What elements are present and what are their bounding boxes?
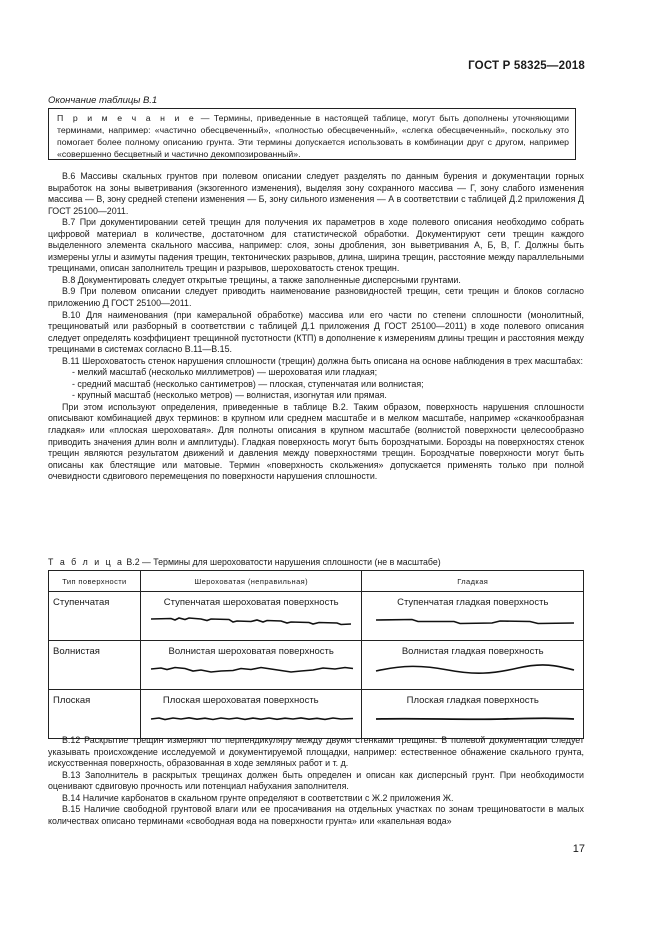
body-text	[48, 171, 584, 483]
table-row	[49, 592, 584, 641]
paragraph-b15: В.15 Наличие свободной грунтовой влаги или ее просачивания на отдельных участках по зонам трещиноватости в малых количествах описано терминами «свободная вода на поверхности грунта» или «капельная вода»	[48, 804, 584, 826]
paragraph-b11: В.11 Шероховатость стенок нарушения сплошности (трещин) должна быть описана на основе наблюдения в трех масштабах:	[62, 355, 583, 366]
header-rough: Шероховатая (неправильная)	[140, 571, 362, 592]
row-type: Ступенчатая	[49, 592, 141, 641]
paragraph-definitions: При этом используют определения, приведенные в таблице В.2. Таким образом, поверхность нарушения сплошности описывают комбинацией двух терминов: в крупном или среднем масштабе и в мелком масштабе, например «скачкообразная гладкая» или «плоская шероховатая». Для полноты описания в крупном масштабе (волнистой поверхности целесообразно приводить значения длин волн и амплитуды). Гладкая поверхность могут быть бороздчатыми. Борозды на поверхностях стенок трещин являются результатом движений и давления между поверхностями трещин. Бороздчатые поверхности могут быть описаны как блестящие или матовые. Термин «поверхность скольжения» допускается применять только при полной очевидности сдвигового перемещения по поверхности нарушения сплошности.	[48, 401, 584, 482]
planar-smooth-profile-icon	[362, 711, 584, 729]
cell-label: Ступенчатая гладкая поверхность	[397, 597, 549, 608]
page-number: 17	[572, 843, 585, 855]
cell-label: Плоская шероховатая поверхность	[162, 695, 319, 706]
cell-label: Волнистая шероховатая поверхность	[168, 646, 334, 657]
table-title: В.2 — Термины для шероховатости нарушения сплошности (не в масштабе)	[123, 557, 441, 567]
stepped-smooth-profile-icon	[362, 613, 584, 631]
body-text-end	[48, 735, 584, 827]
standard-header: ГОСТ Р 58325—2018	[468, 60, 585, 72]
cell-label: Ступенчатая шероховатая поверхность	[163, 597, 339, 608]
header-type: Тип поверхности	[49, 571, 141, 592]
paragraph-b13: В.13 Заполнитель в раскрытых трещинах должен быть определен и описан как дисперсный грунт. При необходимости оценивают сдвиговую прочность или потенциал набухания заполнителя.	[48, 769, 584, 792]
list-item: - средний масштаб (несколько сантиметров) — плоская, ступенчатая или волнистая;	[72, 378, 424, 389]
cell-label: Волнистая гладкая поверхность	[401, 646, 544, 657]
note-box	[48, 108, 576, 160]
paragraph-b12: В.12 Раскрытие трещин измеряют по перпендикуляру между двумя стенками трещины. В полевой документации следует указывать происхождение исследуемой и документируемой площадки, например: естественное обнажение скального грунта, искусственная поверхность, образованная в ходе земляных работ и т. д.	[48, 735, 584, 769]
paragraph-b8: В.8 Документировать следует открытые трещины, а также заполненные дисперсными грунтами.	[62, 274, 461, 285]
cell-label: Плоская гладкая поверхность	[406, 695, 539, 706]
paragraph-b10: В.10 Для наименования (при камеральной обработке) массива или его части по степени сплошности (монолитный, трещиноватый или разборный в соответствии с таблицей Д.1 приложения Д ГОСТ 25100—2011) в ходе полевого описания следует определять коэффициент трещинной пустотности (КТП) в дополнение к измерениям длины трещин и расстояния между трещинами в системах согласно В.11—В.15.	[48, 309, 584, 355]
paragraph-b7: В.7 При документировании сетей трещин для получения их параметров в ходе полевого описания необходимо собрать цифровой материал в количестве, достаточном для статистической обработки. Документируют сети трещин каждого выделенного элемента скального массива, например: слоя, зоны дробления, зон выветривания А, Б, В, Г. Должны быть измерены углы и азимуты падения трещин, тектонических разрывов, длина, ширина трещин, расстояние между параллельными трещинами, описан заполнитель трещин и разрывов, шероховатость стенок трещин.	[48, 217, 584, 274]
table-row	[49, 641, 584, 690]
stepped-rough-profile-icon	[141, 613, 363, 631]
note-label: П р и м е ч а н и е	[57, 113, 197, 123]
paragraph-b6: В.6 Массивы скальных грунтов при полевом описании следует разделять по данным бурения и документации горных выработок на зоны выветривания (экзогенного изменения), выделяя зону сохранного массива — Г, зону слабого изменения массива — В, зону средней степени изменения — Б, зону сильного изменения — А в соответствии с таблицей Д.2 приложения Д ГОСТ 25100—2011.	[48, 171, 584, 216]
table-b2-caption	[48, 557, 441, 567]
roughness-table	[48, 570, 584, 739]
note-text: — Термины, приведенные в настоящей таблице, могут быть дополнены уточняющими терминами, например: «частично обесцвеченный», «полностью обесцвеченный», «слегка обесцвеченный», поскольку это помогает более полному описанию грунта. Эти термины допускается использовать в комбинации друг с другом, например «совершенно бесцветный и частично декомпозированный».	[57, 113, 570, 159]
row-type: Плоская	[49, 690, 141, 739]
paragraph-b9: В.9 При полевом описании следует приводить наименование разновидностей трещин, сети трещин и блоков согласно приложению Д ГОСТ 25100—2011.	[48, 286, 584, 309]
header-smooth: Гладкая	[362, 571, 584, 592]
undulating-rough-profile-icon	[141, 662, 363, 680]
undulating-smooth-profile-icon	[362, 662, 584, 680]
table-row	[49, 690, 584, 739]
row-type: Волнистая	[49, 641, 141, 690]
planar-rough-profile-icon	[141, 711, 363, 729]
table-end-caption: Окончание таблицы В.1	[48, 95, 158, 106]
table-label: Т а б л и ц а	[48, 557, 124, 567]
list-item: - мелкий масштаб (несколько миллиметров) — шероховатая или гладкая;	[72, 367, 378, 378]
list-item: - крупный масштаб (несколько метров) — волнистая, изогнутая или прямая.	[72, 390, 387, 401]
paragraph-b14: В.14 Наличие карбонатов в скальном грунте определяют в соответствии с Ж.2 приложения Ж.	[62, 792, 454, 803]
